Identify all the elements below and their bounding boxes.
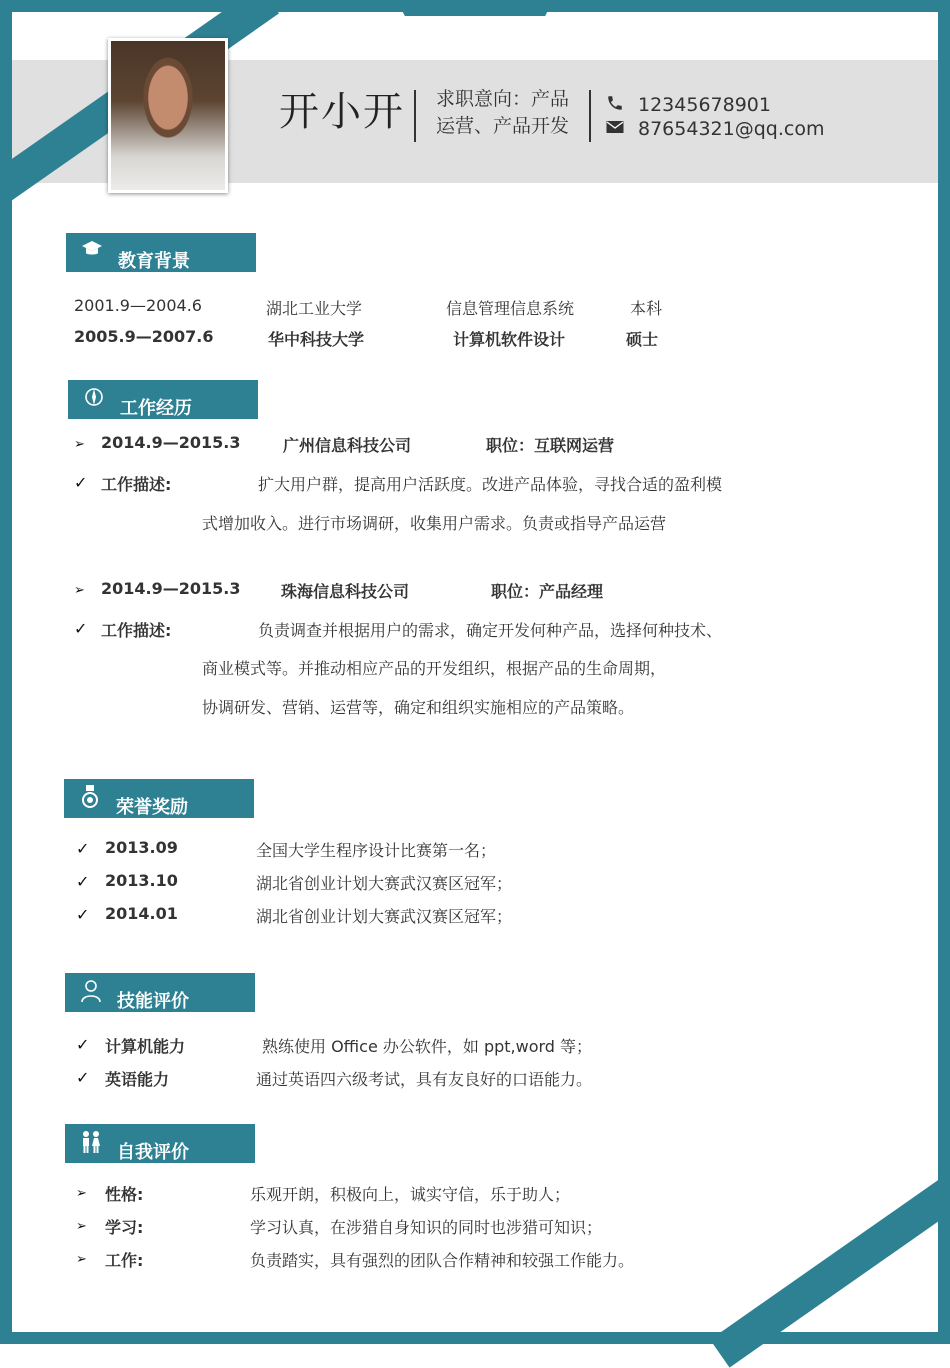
graduation-cap-icon (80, 239, 104, 263)
honor-date: 2014.01 (105, 904, 178, 923)
arrow-bullet-icon: ➢ (76, 1252, 87, 1267)
edu-degree: 本科 (630, 299, 663, 318)
honor-text: 全国大学生程序设计比赛第一名； (256, 841, 497, 860)
job-position: 职位：产品经理 (491, 582, 604, 601)
envelope-icon (606, 120, 628, 138)
job-intent-line1: 求职意向：产品 (436, 88, 570, 110)
self-label: 性格: (105, 1185, 144, 1204)
job-position: 职位：互联网运营 (486, 436, 615, 455)
email-row (606, 118, 824, 140)
check-icon: ✓ (76, 872, 90, 891)
honor-date: 2013.09 (105, 838, 178, 857)
edu-major: 信息管理信息系统 (446, 299, 575, 318)
honor-text: 湖北省创业计划大赛武汉赛区冠军； (256, 874, 513, 893)
edu-school: 华中科技大学 (268, 330, 365, 349)
job-desc-label: 工作描述: (101, 621, 172, 640)
candidate-name: 开小开 (279, 89, 405, 135)
person-icon (79, 979, 103, 1003)
people-icon (79, 1130, 103, 1154)
check-icon: ✓ (76, 905, 90, 924)
skill-label: 英语能力 (105, 1070, 170, 1089)
section-title: 自我评价 (117, 1142, 189, 1163)
arrow-bullet-icon: ➢ (76, 1219, 87, 1234)
section-header-honors (64, 779, 254, 818)
edu-period: 2005.9—2007.6 (74, 327, 214, 346)
top-notch (397, 0, 553, 16)
self-label: 工作: (105, 1251, 144, 1270)
avatar-image (111, 41, 225, 190)
job-desc-line: 负责调查并根据用户的需求，确定开发何种产品，选择何种技术、 (258, 621, 723, 640)
section-title: 教育背景 (118, 251, 190, 272)
skill-label: 计算机能力 (105, 1037, 186, 1056)
section-header-education (66, 233, 256, 272)
skill-text: 熟练使用 Office 办公软件，如 ppt,word 等； (262, 1037, 593, 1056)
section-header-work (68, 380, 258, 419)
honor-text: 湖北省创业计划大赛武汉赛区冠军； (256, 907, 513, 926)
phone-row (606, 94, 771, 116)
phone-icon (606, 94, 628, 116)
self-text: 负责踏实，具有强烈的团队合作精神和较强工作能力。 (250, 1251, 635, 1270)
arrow-bullet-icon: ➢ (74, 583, 85, 598)
check-icon: ✓ (76, 839, 90, 858)
edu-major: 计算机软件设计 (453, 330, 566, 349)
medal-icon (78, 785, 102, 809)
job-period: 2014.9—2015.3 (101, 579, 241, 598)
divider (589, 90, 591, 142)
job-period: 2014.9—2015.3 (101, 433, 241, 452)
section-title: 荣誉奖励 (116, 797, 188, 818)
compass-icon (82, 386, 106, 410)
check-icon: ✓ (76, 1035, 90, 1054)
arrow-bullet-icon: ➢ (76, 1186, 87, 1201)
job-desc-line: 式增加收入。进行市场调研，收集用户需求。负责或指导产品运营 (202, 514, 667, 533)
edu-school: 湖北工业大学 (266, 299, 363, 318)
honor-date: 2013.10 (105, 871, 178, 890)
section-title: 技能评价 (117, 991, 189, 1012)
email-address: 87654321@qq.com (638, 118, 825, 140)
job-desc-label: 工作描述: (101, 475, 172, 494)
phone-number: 12345678901 (638, 94, 771, 116)
section-header-skills (65, 973, 255, 1012)
job-company: 广州信息科技公司 (283, 436, 412, 455)
edu-period: 2001.9—2004.6 (74, 296, 202, 315)
job-intent-line2: 运营、产品开发 (436, 115, 570, 137)
job-desc-line: 扩大用户群，提高用户活跃度。改进产品体验，寻找合适的盈利模 (258, 475, 723, 494)
job-desc-line: 协调研发、营销、运营等，确定和组织实施相应的产品策略。 (202, 698, 635, 717)
self-label: 学习: (105, 1218, 144, 1237)
arrow-bullet-icon: ➢ (74, 437, 85, 452)
avatar (108, 38, 228, 193)
job-desc-line: 商业模式等。并推动相应产品的开发组织，根据产品的生命周期， (202, 659, 667, 678)
self-text: 学习认真，在涉猎自身知识的同时也涉猎可知识； (250, 1218, 603, 1237)
job-intent (436, 86, 586, 140)
check-icon: ✓ (76, 1068, 90, 1087)
job-company: 珠海信息科技公司 (281, 582, 410, 601)
section-header-self (65, 1124, 255, 1163)
check-icon: ✓ (74, 619, 88, 638)
edu-degree: 硕士 (626, 330, 659, 349)
check-icon: ✓ (74, 473, 88, 492)
self-text: 乐观开朗，积极向上，诚实守信，乐于助人； (250, 1185, 571, 1204)
section-title: 工作经历 (120, 398, 192, 419)
divider (414, 90, 416, 142)
skill-text: 通过英语四六级考试，具有友良好的口语能力。 (256, 1070, 593, 1089)
